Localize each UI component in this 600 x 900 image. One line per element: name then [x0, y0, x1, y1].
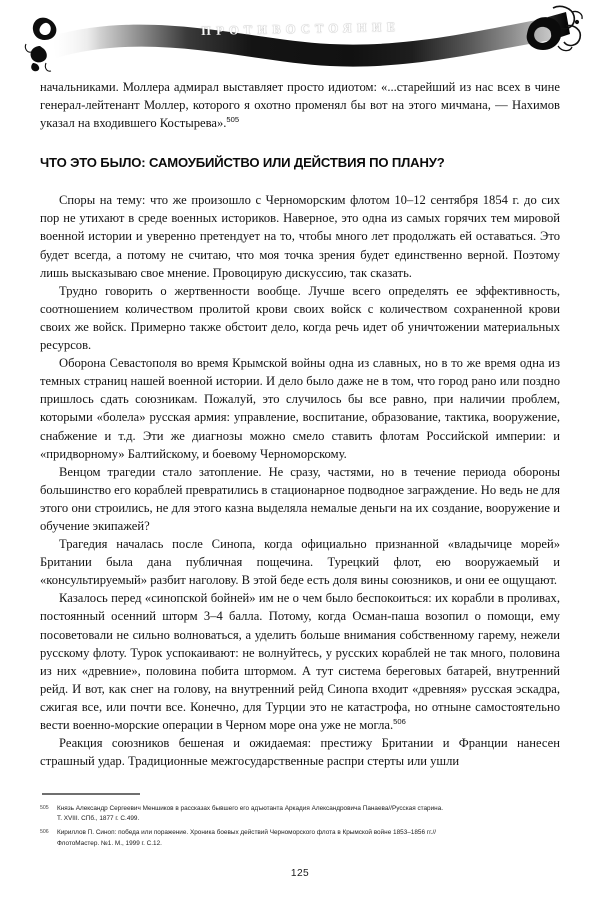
footnote-line-2: ФлотоМастер. №1. М., 1999 г. С.12.: [57, 839, 162, 847]
footnote-text: [57, 828, 562, 848]
footnote-line-1: Князь Александр Сергеевич Меншиков в рассказах бывшего его адъютанта Аркадия Александровича Панаева//Русская старина.: [57, 805, 444, 812]
ribbon-band: [52, 18, 552, 67]
paragraph: Споры на тему: что же произошло с Черноморским флотом 10–12 сентября 1854 г. до сих пор не утихают в среде военных историков. Наверное, это одна из самых горячих тем мировой военной истории и уверенно претендует на то, чтобы много лет продолжать ей оставаться. Это будет всегда, а потому не считаю, что моя точка зрения будет единственно верной. Поэтому лишь высказываю свое мнение. Провоцирую дискуссию, так сказать.: [40, 193, 560, 280]
footnote-line-2: Т. XVIII. СПб., 1877 г. С.499.: [57, 815, 140, 823]
footnote-ref-505[interactable]: 505: [226, 115, 240, 124]
footnotes: [40, 793, 562, 853]
page-number: 125: [290, 868, 310, 879]
page-header-banner: [0, 0, 600, 78]
footnote-separator: [42, 793, 140, 795]
footnote-ref-506[interactable]: 506: [393, 716, 406, 726]
paragraph: Трагедия началась после Синопа, когда официально признанной «владычице морей» Британии была дана публичная пощечина. Турецкий флот, ею вооружаемый и «консультируемый» разбит наголову. В этой беде есть доля вины союзников, и они ее ощущают.: [40, 537, 560, 588]
paragraph-text: начальниками. Моллера адмирал выставляет просто идиотом: «...старейший из нас всех в чине генерал-лейтенант Моллер, которого я охотно променял бы вот на этого мичмана, — Нахимов указал на входившего Костырева».: [40, 80, 560, 131]
spacer: [40, 170, 560, 191]
footnote-marker: 506: [40, 829, 49, 836]
paragraph: Реакция союзников бешеная и ожидаемая: престижу Британии и Франции нанесен страшный удар. Традиционные межгосударственные распри стерты или ушли: [40, 736, 560, 769]
ribbon-svg: [0, 0, 600, 78]
section-heading: ЧТО ЭТО БЫЛО: САМОУБИЙСТВО ИЛИ ДЕЙСТВИЯ ПО ПЛАНУ?: [40, 155, 445, 171]
footnote-text: [57, 804, 562, 824]
ornament-right-icon: [527, 6, 582, 50]
footnote-entry: [40, 828, 562, 848]
ribbon-left-fade: [40, 10, 100, 70]
page-content: [40, 78, 560, 770]
paragraph: Трудно говорить о жертвенности вообще. Лучше всего определять ее эффективность, соотношением количеством пролитой крови своих войск с количеством сохраненной крови своих же войск. Примерно также обстоит дело, когда речь идет об уничтожении материальных ресурсов.: [40, 283, 560, 353]
paragraph: [40, 589, 560, 734]
ribbon-graphic: [0, 0, 600, 78]
paragraph-text: Казалось перед «синопской бойней» им не о чем было беспокоиться: их корабли в проливах, постоянный осенний шторм 3–4 балла. Потому, когда Осман-паша возопил о помощи, ему посоветовали не сильно волноваться, а уделить больше внимания собственному гарему, нежели русскому флоту. Турок успокаивают: не волнуйтесь, у русских кораблей не так много, половина из них «древние», половина побита штормом. А тут система береговых батарей, внутренний рейд. И вот, как снег на голову, на внутренний рейд Синопа входит «древняя» русская эскадра, сжигая все, или почти все. Конечно, для Турции это не катастрофа, но отныне самостоятельно вести военно-морские операции в Черном море она уже не могла.: [40, 591, 560, 732]
footnote-marker: 505: [40, 805, 49, 811]
spacer: [40, 132, 560, 155]
paragraph: Венцом трагедии стало затопление. Не сразу, частями, но в течение периода обороны большинство его кораблей превратились в стационарное подводное заграждение. Но ведь не для этого они строились, не для этого казна выделяла немалые деньги на их создание, вооружение и обучение экипажей?: [40, 464, 560, 533]
footnote-entry: [40, 804, 562, 824]
paragraph-continuation: [40, 78, 560, 132]
paragraph: Оборона Севастополя во время Крымской войны одна из славных, но в то же время одна из темных страниц нашей военной истории. И дело было даже не в том, что город рано или поздно пришлось сдать союзникам. Пожалуй, это случилось бы все равно, при наличии проблем, которыми «болела» русская армия: управление, воспитание, образование, тактика, вооружение, снабжение и т.д. Эти же диагнозы можно смело ставить флотам Российской империи: и «придворному» Балтийскому, и боевому Черноморскому.: [40, 356, 560, 461]
footnote-line-1: Кириллов П. Синоп: победа или поражение. Хроника боевых действий Черноморского флота в Крымской войне 1853–1856 гг.//: [57, 829, 436, 837]
banner-title-text: ПРОТИВОСТОЯНИЕ: [200, 19, 401, 38]
